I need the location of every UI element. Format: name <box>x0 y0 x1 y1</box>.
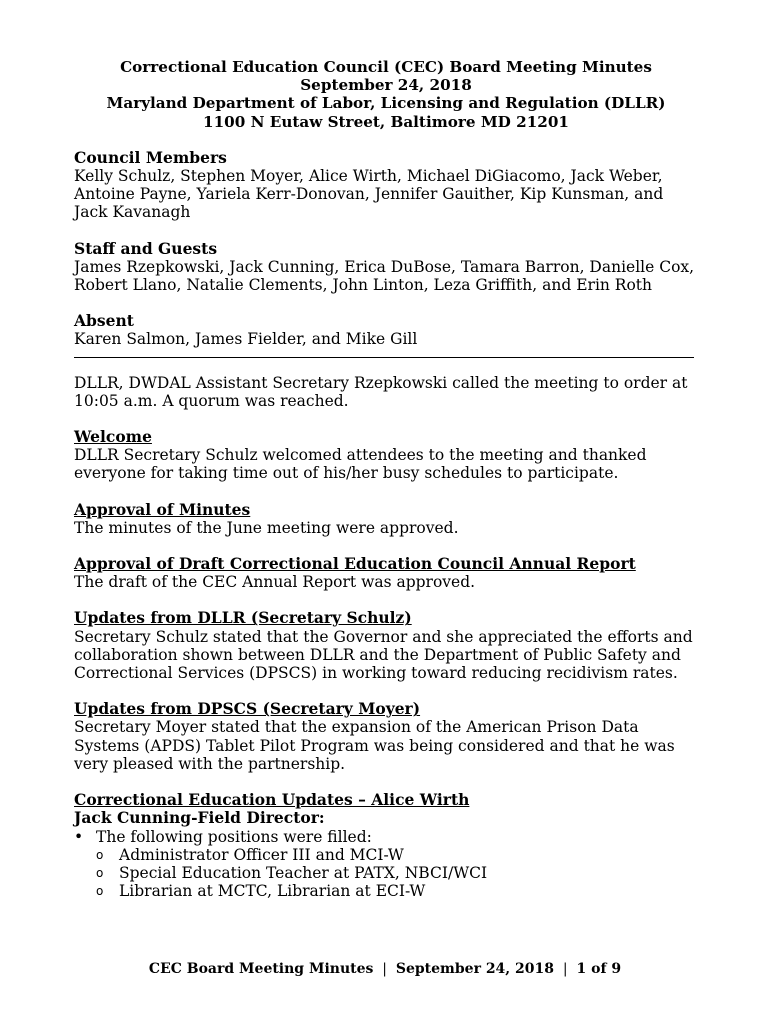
approval-minutes-heading: Approval of Minutes <box>74 499 251 519</box>
list-item <box>96 864 698 882</box>
council-members-heading: Council Members <box>74 147 227 167</box>
staff-guests-heading: Staff and Guests <box>74 238 218 258</box>
ce-updates-subheading: Jack Cunning-Field Director: <box>74 808 325 828</box>
approval-report-heading: Approval of Draft Correctional Education Council Annual Report <box>74 554 636 574</box>
call-to-order-text: DLLR, DWDAL Assistant Secretary Rzepkowski called the meeting to order at 10:05 a.m. A quorum was reached. <box>74 373 688 410</box>
approval-report-text: The draft of the CEC Annual Report was approved. <box>74 573 476 592</box>
header-organization: Maryland Department of Labor, Licensing and Regulation (DLLR) <box>106 94 666 113</box>
footer-date: September 24, 2018 <box>395 961 555 977</box>
approval-minutes-text: The minutes of the June meeting were approved. <box>74 518 459 537</box>
absent-text: Karen Salmon, James Fielder, and Mike Gill <box>74 330 418 349</box>
sub-item-text: Administrator Officer III and MCI-W <box>119 845 404 864</box>
list-item <box>96 882 698 900</box>
positions-sub-list <box>96 846 698 901</box>
updates-dllr-text: Secretary Schulz stated that the Governor and she appreciated the efforts and collaboration shown between DLLR and the Department of Public Safety and Correctional Services (DPSCS) in working toward reducing recidivism rates. <box>74 627 693 683</box>
footer-separator: | <box>562 961 568 977</box>
circle-bullet-icon: o <box>96 865 104 880</box>
header-address: 1100 N Eutaw Street, Baltimore MD 21201 <box>203 112 569 131</box>
page-footer <box>0 960 770 978</box>
document-header <box>74 58 698 131</box>
staff-guests-text: James Rzepkowski, Jack Cunning, Erica DuBose, Tamara Barron, Danielle Cox, Robert Llano, Natalie Clements, John Linton, Leza Griffith, and Erin Roth <box>74 257 695 295</box>
footer-separator: | <box>382 961 387 977</box>
circle-bullet-icon: o <box>96 847 104 862</box>
horizontal-divider <box>74 357 694 358</box>
updates-dpscs-heading: Updates from DPSCS (Secretary Moyer) <box>74 699 421 719</box>
footer-title: CEC Board Meeting Minutes <box>148 961 374 977</box>
ce-updates-bullet-list <box>74 828 698 901</box>
bullet-text: The following positions were filled: <box>96 827 372 846</box>
sub-item-text: Special Education Teacher at PATX, NBCI/WCI <box>119 863 488 882</box>
header-date: September 24, 2018 <box>300 76 472 95</box>
staff-guests-section <box>74 240 698 295</box>
approval-minutes-section <box>74 501 698 537</box>
approval-report-section <box>74 555 698 591</box>
welcome-heading: Welcome <box>74 427 152 447</box>
ce-updates-heading: Correctional Education Updates – Alice Wirth <box>74 790 470 810</box>
sub-item-text: Librarian at MCTC, Librarian at ECI-W <box>119 882 426 901</box>
header-title: Correctional Education Council (CEC) Board Meeting Minutes <box>120 58 652 76</box>
ce-updates-section <box>74 791 698 900</box>
updates-dpscs-text: Secretary Moyer stated that the expansion of the American Prison Data Systems (APDS) Tablet Pilot Program was being considered and that he was very pleased with the partnership. <box>74 718 675 773</box>
welcome-section <box>74 428 698 483</box>
council-members-text: Kelly Schulz, Stephen Moyer, Alice Wirth, Michael DiGiacomo, Jack Weber, Antoine Payne, Yariela Kerr-Donovan, Jennifer Gauither, Kip Kunsman, and Jack Kavanagh <box>74 167 664 222</box>
circle-bullet-icon: o <box>96 884 104 899</box>
updates-dllr-heading: Updates from DLLR (Secretary Schulz) <box>74 608 412 628</box>
list-item <box>96 846 698 864</box>
list-item <box>74 828 698 901</box>
updates-dllr-section <box>74 609 698 682</box>
document-page <box>74 58 698 900</box>
council-members-section <box>74 149 698 222</box>
bullet-icon: • <box>74 827 84 846</box>
absent-section <box>74 312 698 348</box>
welcome-text: DLLR Secretary Schulz welcomed attendees to the meeting and thanked everyone for taking time out of his/her busy schedules to participate. <box>74 446 647 483</box>
absent-heading: Absent <box>74 311 134 331</box>
updates-dpscs-section <box>74 700 698 773</box>
call-to-order-section <box>74 374 698 410</box>
footer-page-number: 1 of 9 <box>576 961 622 977</box>
